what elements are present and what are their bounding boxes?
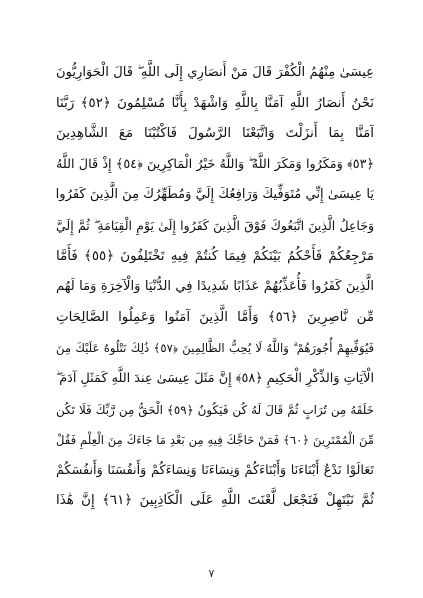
text-line: مِّن نَّاصِرِينَ ﴿٥٦﴾ وَأَمَّا الَّذِينَ آمَنُوا وَعَمِلُوا الصَّالِحَاتِ [56, 309, 374, 325]
text-line: ثُمَّ نَبْتَهِلْ فَنَجْعَل لَّعْنَتَ اللَّهِ عَلَى الْكَاذِبِينَ ﴿٦١﴾ إِنَّ هَٰذَا [56, 493, 374, 509]
text-line: فَيُوَفِّيهِمْ أُجُورَهُمْ ۗ وَاللَّهُ لَا يُحِبُّ الظَّالِمِينَ ﴿٥٧﴾ ذَٰلِكَ نَتْلُوهُ عَلَيْكَ مِنَ [56, 341, 374, 356]
text-line: مَرْجِعُكُمْ فَأَحْكُمُ بَيْنَكُمْ فِيمَا كُنتُمْ فِيهِ تَخْتَلِفُونَ ﴿٥٥﴾ فَأَمَّا [56, 248, 374, 264]
text-line: نَحْنُ أَنصَارُ اللَّهِ آمَنَّا بِاللَّهِ وَاشْهَدْ بِأَنَّا مُسْلِمُونَ ﴿٥٢﴾ رَبَّنَا [56, 95, 374, 111]
text-line: وَجَاعِلُ الَّذِينَ اتَّبَعُوكَ فَوْقَ الَّذِينَ كَفَرُوا إِلَىٰ يَوْمِ الْقِيَامَةِ ۖ ثُمَّ إِلَيَّ [56, 217, 374, 233]
text-line: يَا عِيسَىٰ إِنِّي مُتَوَفِّيكَ وَرَافِعُكَ إِلَيَّ وَمُطَهِّرُكَ مِنَ الَّذِينَ كَفَرُوا [56, 187, 374, 203]
text-line: تَعَالَوْا نَدْعُ أَبْنَاءَنَا وَأَبْنَاءَكُمْ وَنِسَاءَنَا وَنِسَاءَكُمْ وَأَنفُسَنَا وَأَنفُسَكُمْ [56, 462, 374, 478]
text-line: ﴿٥٣﴾ وَمَكَرُوا وَمَكَرَ اللَّهُ ۖ وَاللَّهُ خَيْرُ الْمَاكِرِينَ ﴿٥٤﴾ إِذْ قَالَ اللَّهُ [56, 156, 374, 172]
text-line: آمَنَّا بِمَا أَنزَلْتَ وَاتَّبَعْنَا الرَّسُولَ فَاكْتُبْنَا مَعَ الشَّاهِدِينَ [56, 126, 374, 142]
text-line: الَّذِينَ كَفَرُوا فَأُعَذِّبُهُمْ عَذَابًا شَدِيدًا فِي الدُّنْيَا وَالْآخِرَةِ وَمَا لَهُم [56, 279, 374, 295]
text-line: مِّنَ الْمُمْتَرِينَ ﴿٦٠﴾ فَمَنْ حَاجَّكَ فِيهِ مِن بَعْدِ مَا جَاءَكَ مِنَ الْعِلْمِ فَقُلْ [56, 433, 374, 448]
page-number: ٧ [208, 567, 215, 580]
quran-text-block [56, 58, 374, 517]
text-line: الْآيَاتِ وَالذِّكْرِ الْحَكِيمِ ﴿٥٨﴾ إِنَّ مَثَلَ عِيسَىٰ عِندَ اللَّهِ كَمَثَلِ آدَمَ ۖ [56, 370, 374, 386]
text-line: خَلَقَهُ مِن تُرَابٍ ثُمَّ قَالَ لَهُ كُن فَيَكُونُ ﴿٥٩﴾ الْحَقُّ مِن رَّبِّكَ فَلَا تَكُن [56, 402, 374, 417]
text-line: عِيسَىٰ مِنْهُمُ الْكُفْرَ قَالَ مَنْ أَنصَارِي إِلَى اللَّهِ ۖ قَالَ الْحَوَارِيُّونَ [56, 65, 374, 80]
